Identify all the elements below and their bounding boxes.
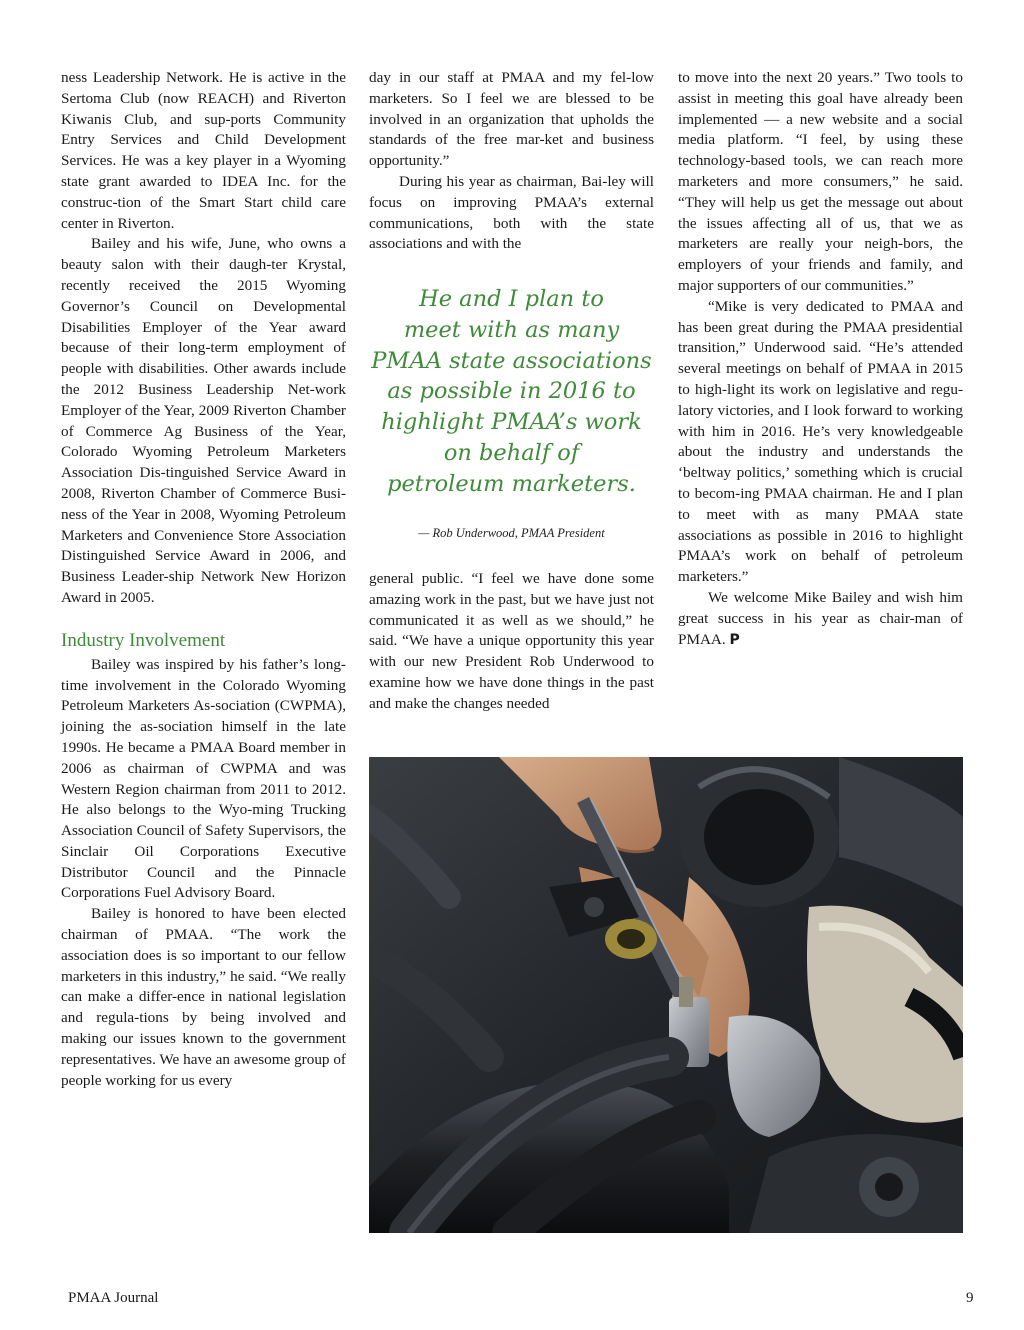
pull-quote-line: highlight PMAA’s work — [381, 409, 642, 436]
article-column-3 — [678, 68, 963, 650]
article-column-1 — [61, 68, 346, 1091]
footer-page-number: 9 — [966, 1290, 974, 1306]
engine-photo-illustration — [369, 757, 963, 1233]
paragraph: Bailey was inspired by his father’s long-time involvement in the Colorado Wyoming Petroleum Marketers As-sociation (CWPMA), joining the as-sociation himself in the late 1990s. He became a PMAA Board member in 2006 as chairman of CWPMA and was Western Region chairman from 2011 to 2012. He also belongs to the Wyo-ming Trucking Association Council of Safety Supervisors, the Sinclair Oil Corporations Executive Distributor Council and the Pinnacle Corporations Fuel Advisory Board. — [61, 655, 346, 902]
pull-quote-line: petroleum marketers. — [387, 470, 636, 497]
paragraph: to move into the next 20 years.” Two tools to assist in meeting this goal have already been implemented — a new website and a social media platform. “I feel, by using these technology-based tools, we can reach more marketers and more consumers,” he said. “They will help us get the message out about the issues affecting all of us, that we as marketers are really your neigh-bors, the employers of your friends and family, and major supporters of our communities.” — [678, 69, 963, 294]
pull-quote-line: He and I plan to — [419, 286, 604, 312]
paragraph — [678, 588, 963, 650]
section-heading: Industry Involvement — [61, 629, 226, 651]
paragraph: ness Leadership Network. He is active in the Sertoma Club (now REACH) and Riverton Kiwanis Club, and sup-ports Community Entry Services and Child Development Services. He was a key player in a Wyoming state grant awarded to IDEA Inc. for the construc-tion of the Smart Start child care center in Riverton. — [61, 69, 346, 232]
paragraph: During his year as chairman, Bai-ley will focus on improving PMAA’s external communications, both with the state associations and with the — [369, 172, 654, 253]
engine-repair-photo — [369, 757, 963, 1233]
pull-quote — [369, 284, 654, 500]
pull-quote-attribution: — Rob Underwood, PMAA President — [418, 526, 605, 540]
paragraph: general public. “I feel we have done some amazing work in the past, but we have just not communicated it as well as we should,” he said. “We have a unique opportunity this year with our new President Rob Underwood to examine how we have done things in the past and make the changes needed — [369, 570, 654, 712]
paragraph: “Mike is very dedicated to PMAA and has been great during the PMAA presidential transition,” Underwood said. “He’s attended several meetings on behalf of PMAA in 2015 to high-light its work on legislative and regu-latory victories, and I look forward to working with him in 2016. He’s very knowledgeable about the industry and understands the ‘beltway politics,’ something which is crucial to becom-ing PMAA chairman. He and I plan to meet with as many PMAA state associations as possible in 2016 to highlight PMAA’s work on behalf of petroleum marketers.” — [678, 297, 963, 586]
paragraph: Bailey is honored to have been elected chairman of PMAA. “The work the association does is so important to our fellow marketers in this industry,” he said. “We really can make a differ-ence in national legislation and regula-tions by being involved and making our issues known to the government representatives. We have an awesome group of people working for us every — [61, 905, 346, 1089]
pull-quote-line: PMAA state associations — [371, 347, 652, 374]
article-column-2-top — [369, 68, 654, 255]
pull-quote-line: on behalf of — [443, 439, 580, 466]
footer-journal-name: PMAA Journal — [68, 1290, 159, 1306]
article-column-2-bottom — [369, 569, 654, 715]
paragraph: day in our staff at PMAA and my fel-low marketers. So I feel we are blessed to be involved in an organization that upholds the standards of the free mar-ket and business opportunity.” — [369, 69, 654, 170]
closing-text: We welcome Mike Bailey and wish him great success in his year as chair-man of PMAA. — [678, 588, 963, 648]
paragraph: Bailey and his wife, June, who owns a beauty salon with their daugh-ter Krystal, recently received the 2015 Wyoming Governor’s Council on Developmental Disabilities Employer of the Year award because of their long-term employment of people with disabilities. Other awards include the 2012 Business Leadership Net-work Employer of the Year, 2009 Riverton Chamber of Commerce Ag Business of the Year, Colorado Wyoming Petroleum Marketers Association Dis-tinguished Service Award in 2008, Riverton Chamber of Commerce Busi-ness of the Year in 2008, Wyoming Petroleum Marketers and Convenience Store Association Distinguished Service Award in 2006, and Business Leader-ship Network New Horizon Award in 2005. — [61, 235, 346, 606]
end-mark-icon: P — [729, 631, 740, 648]
pull-quote-line: meet with as many — [403, 316, 620, 343]
pull-quote-line: as possible in 2016 to — [387, 378, 636, 405]
